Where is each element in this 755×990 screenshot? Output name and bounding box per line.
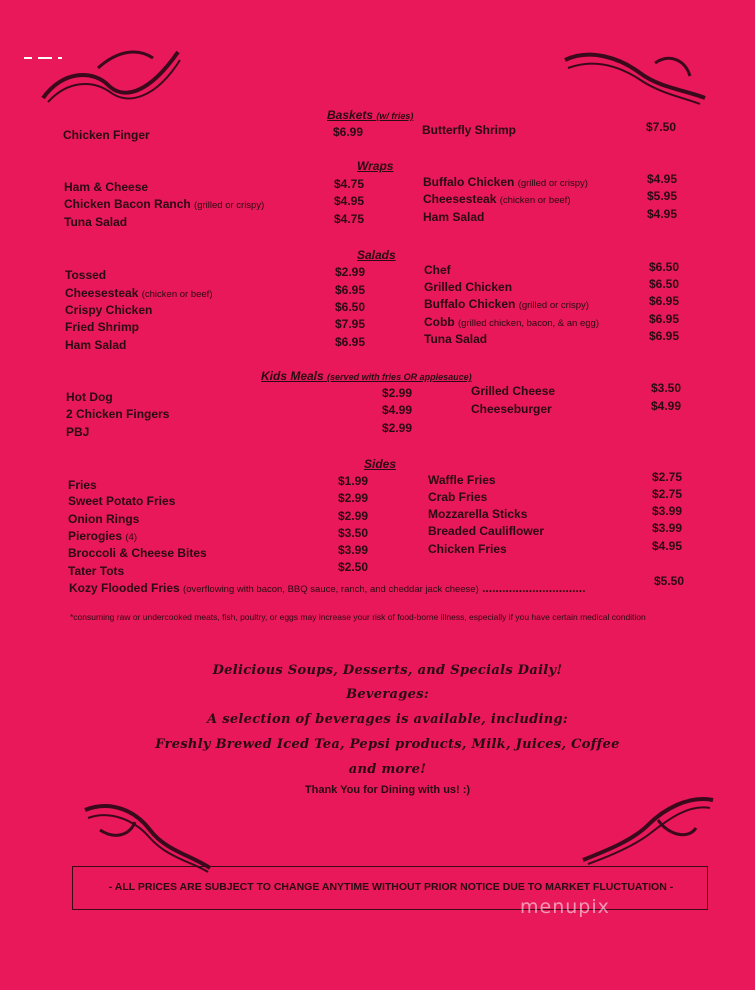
- price-tossed: $2.99: [335, 265, 366, 279]
- price-crab-fries: $2.75: [652, 487, 683, 501]
- price-tuna-salad-salad: $6.95: [649, 329, 680, 343]
- specials-line: Delicious Soups, Desserts, and Specials Daily!: [212, 663, 563, 678]
- item-mozzarella-sticks: Mozzarella Sticks: [428, 507, 528, 521]
- price-tater-tots: $2.50: [338, 560, 369, 574]
- price-cheesesteak-wrap: $5.95: [647, 189, 678, 203]
- item-cheesesteak-wrap: Cheesesteak (chicken or beef): [423, 192, 571, 206]
- item-broccoli-cheese-bites: Broccoli & Cheese Bites: [68, 546, 207, 560]
- item-cobb: Cobb (grilled chicken, bacon, & an egg): [424, 315, 599, 329]
- price-ham-salad-salad: $6.95: [335, 335, 366, 349]
- item-ham-cheese: Ham & Cheese: [64, 180, 149, 194]
- item-breaded-cauliflower: Breaded Cauliflower: [428, 524, 545, 538]
- price-fried-shrimp: $7.95: [335, 317, 366, 331]
- section-title-wraps: Wraps: [357, 159, 394, 173]
- item-butterfly-shrimp: Butterfly Shrimp: [422, 123, 517, 137]
- item-chef: Chef: [424, 263, 451, 277]
- price-buffalo-chicken-wrap: $4.95: [647, 172, 678, 186]
- price-chef: $6.50: [649, 260, 680, 274]
- item-tater-tots: Tater Tots: [68, 564, 125, 578]
- section-title-kids-meals: Kids Meals (served with fries OR applesauce): [261, 369, 472, 383]
- price-buffalo-chicken-salad: $6.95: [649, 294, 680, 308]
- section-title-salads: Salads: [357, 248, 396, 262]
- thank-you-message: Thank You for Dining with us! :): [304, 784, 471, 796]
- item-chicken-fries: Chicken Fries: [428, 542, 507, 556]
- price-ham-salad-wrap: $4.95: [647, 207, 678, 221]
- price-onion-rings: $2.99: [338, 509, 369, 523]
- item-cheesesteak-salad: Cheesesteak (chicken or beef): [65, 286, 213, 300]
- watermark-logo: menupix: [520, 896, 610, 918]
- price-tuna-salad-wrap: $4.75: [334, 212, 365, 226]
- swirl-ornament-top-right: [560, 48, 710, 108]
- price-hot-dog: $2.99: [382, 386, 413, 400]
- item-onion-rings: Onion Rings: [68, 512, 140, 526]
- price-breaded-cauliflower: $3.99: [652, 521, 683, 535]
- price-grilled-chicken: $6.50: [649, 277, 680, 291]
- item-tuna-salad-wrap: Tuna Salad: [64, 215, 128, 229]
- item-sweet-potato-fries: Sweet Potato Fries: [68, 494, 176, 508]
- price-ham-cheese: $4.75: [334, 177, 365, 191]
- item-tossed: Tossed: [65, 268, 107, 282]
- item-crispy-chicken: Crispy Chicken: [65, 303, 153, 317]
- item-tuna-salad-salad: Tuna Salad: [424, 332, 488, 346]
- price-grilled-cheese: $3.50: [651, 381, 682, 395]
- beverages-heading: Beverages:: [346, 687, 429, 702]
- price-cheeseburger: $4.99: [651, 399, 682, 413]
- item-crab-fries: Crab Fries: [428, 490, 488, 504]
- item-buffalo-chicken-salad: Buffalo Chicken (grilled or crispy): [424, 297, 589, 311]
- price-waffle-fries: $2.75: [652, 470, 683, 484]
- item-chicken-bacon-ranch: Chicken Bacon Ranch (grilled or crispy): [64, 197, 265, 211]
- item-cheeseburger: Cheeseburger: [471, 402, 552, 416]
- beverages-list: Freshly Brewed Iced Tea, Pepsi products, Milk, Juices, Coffee: [155, 737, 620, 752]
- swirl-ornament-bottom-left: [80, 800, 220, 875]
- item-pbj: PBJ: [66, 425, 90, 439]
- price-notice-box: [72, 866, 708, 910]
- price-pbj: $2.99: [382, 421, 413, 435]
- price-two-chicken-fingers: $4.99: [382, 403, 413, 417]
- price-cobb: $6.95: [649, 312, 680, 326]
- price-butterfly-shrimp: $7.50: [646, 120, 677, 134]
- beverages-more: and more!: [348, 762, 427, 777]
- swirl-ornament-top-left: [38, 40, 188, 110]
- item-pierogies: Pierogies (4): [68, 529, 137, 543]
- item-grilled-cheese: Grilled Cheese: [471, 384, 556, 398]
- price-crispy-chicken: $6.50: [335, 300, 366, 314]
- price-notice-text: - ALL PRICES ARE SUBJECT TO CHANGE ANYTIME WITHOUT PRIOR NOTICE DUE TO MARKET FLUCTUATION -: [108, 881, 674, 893]
- item-hot-dog: Hot Dog: [66, 390, 113, 404]
- item-ham-salad-salad: Ham Salad: [65, 338, 127, 352]
- price-fries: $1.99: [338, 474, 369, 488]
- item-waffle-fries: Waffle Fries: [428, 473, 496, 487]
- item-ham-salad-wrap: Ham Salad: [423, 210, 485, 224]
- item-kozy-flooded-fries: Kozy Flooded Fries (overflowing with bacon, BBQ sauce, ranch, and cheddar jack cheese) ...............................: [69, 581, 586, 595]
- section-title-sides: Sides: [364, 457, 397, 471]
- item-buffalo-chicken-wrap: Buffalo Chicken (grilled or crispy): [423, 175, 588, 189]
- price-mozzarella-sticks: $3.99: [652, 504, 683, 518]
- price-chicken-fries: $4.95: [652, 539, 683, 553]
- swirl-ornament-bottom-right: [578, 790, 718, 865]
- item-fried-shrimp: Fried Shrimp: [65, 320, 140, 334]
- section-title-baskets: Baskets (w/ fries): [327, 108, 414, 122]
- price-sweet-potato-fries: $2.99: [338, 491, 369, 505]
- item-chicken-finger: Chicken Finger: [63, 128, 150, 142]
- price-kozy-flooded-fries: $5.50: [654, 574, 685, 588]
- food-safety-disclaimer: *consuming raw or undercooked meats, fish, poultry, or eggs may increase your risk of food-borne illness, especially if you have certain medical condition: [70, 612, 646, 622]
- price-cheesesteak-salad: $6.95: [335, 283, 366, 297]
- price-chicken-bacon-ranch: $4.95: [334, 194, 365, 208]
- price-pierogies: $3.50: [338, 526, 369, 540]
- item-grilled-chicken: Grilled Chicken: [424, 280, 513, 294]
- price-chicken-finger: $6.99: [333, 125, 364, 139]
- beverages-intro: A selection of beverages is available, including:: [207, 712, 568, 727]
- price-broccoli-cheese-bites: $3.99: [338, 543, 369, 557]
- item-two-chicken-fingers: 2 Chicken Fingers: [66, 407, 170, 421]
- item-fries: Fries: [68, 478, 97, 492]
